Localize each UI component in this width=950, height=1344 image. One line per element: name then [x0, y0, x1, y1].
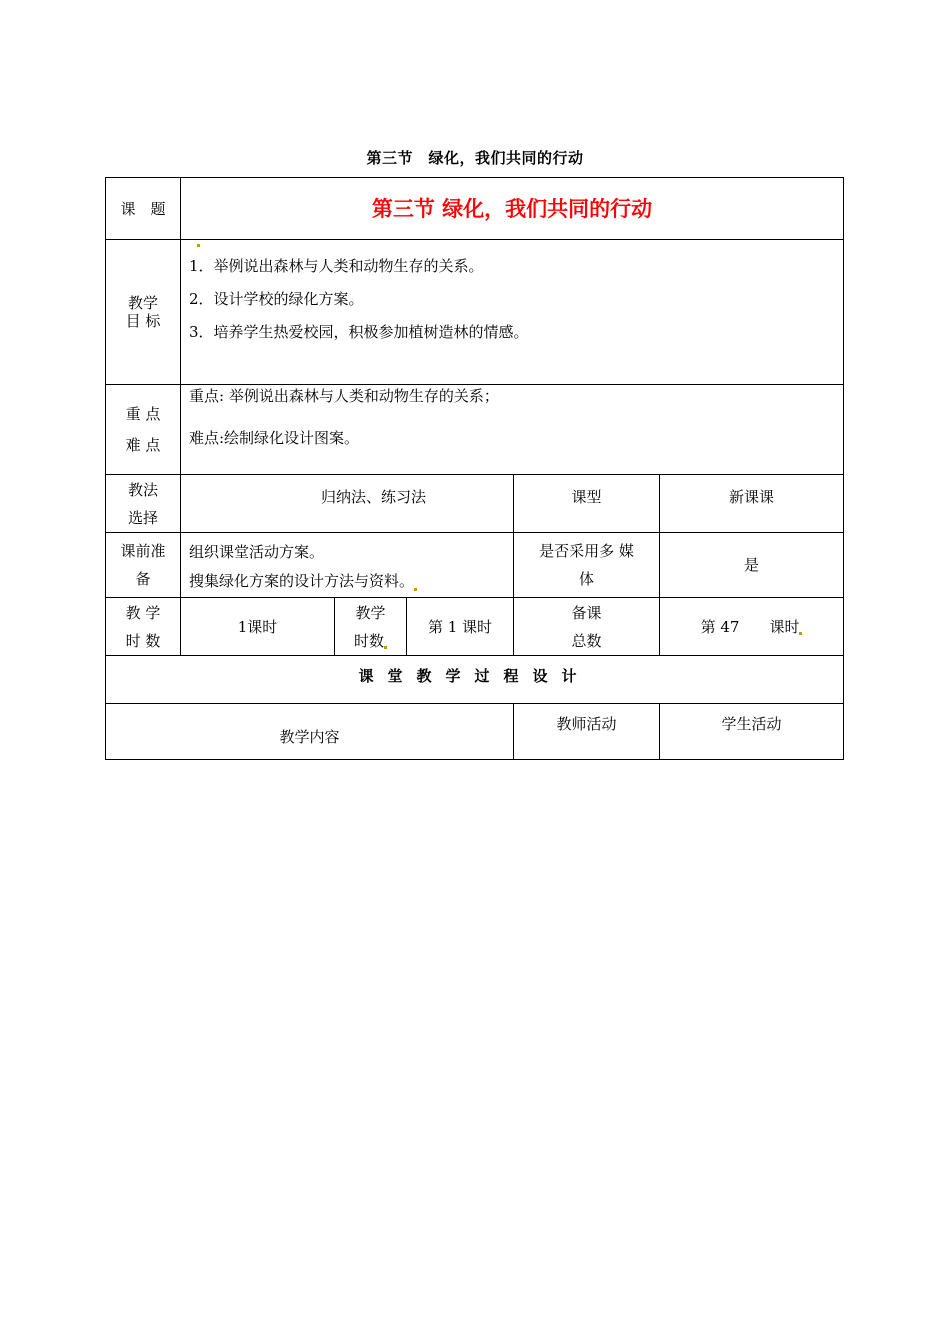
difficult-point: 难点:绘制绿化设计图案。	[189, 429, 360, 447]
multimedia-label	[514, 533, 660, 598]
preparation-label-line2: 备	[135, 570, 151, 588]
document-title: 第三节 绿化，我们共同的行动	[366, 149, 584, 167]
preparation-label	[106, 533, 181, 598]
total-value-text: 第 47 课时	[700, 617, 800, 636]
preparation-line-2-text: 搜集绿化方案的设计方法与资料。	[189, 572, 415, 590]
marker-dot	[197, 244, 200, 247]
method-value: 归纳法、练习法	[181, 475, 514, 533]
preparation-line-2	[189, 566, 513, 597]
preparation-content	[181, 533, 514, 598]
marker-dot	[384, 646, 387, 649]
lesson-type-value: 新课课	[660, 475, 844, 533]
goal-item-1: 1．举例说出森林与人类和动物生存的关系。	[189, 257, 484, 275]
process-heading-row	[106, 656, 844, 704]
hours-label-line1: 教 学	[125, 603, 161, 622]
topic-label: 课 题	[106, 178, 181, 240]
marker-dot	[799, 632, 802, 635]
total-label-line1: 备课	[571, 603, 602, 622]
multimedia-value: 是	[660, 533, 844, 598]
lesson-type-label: 课型	[514, 475, 660, 533]
method-label-line2: 选择	[127, 508, 158, 527]
hours-sub-label-line2	[335, 627, 406, 655]
key-points-label-line1: 重 点	[125, 404, 161, 423]
goals-label-line1: 教学	[127, 294, 158, 312]
key-points-label	[106, 385, 181, 475]
key-points-row	[106, 385, 844, 475]
process-columns-row	[106, 704, 844, 760]
topic-row	[106, 178, 844, 240]
topic-title: 第三节 绿化，我们共同的行动	[181, 178, 844, 240]
key-points-label-line2: 难 点	[125, 435, 161, 454]
goals-label-line2: 目 标	[125, 312, 161, 330]
lesson-plan-table	[105, 177, 844, 760]
multimedia-label-line2: 体	[578, 570, 594, 588]
goals-label	[106, 240, 181, 385]
col-teacher-activity: 教师活动	[514, 704, 660, 760]
col-student-activity: 学生活动	[660, 704, 844, 760]
preparation-line-1: 组织课堂活动方案。	[189, 543, 325, 561]
hours-label	[106, 598, 181, 656]
process-heading: 课堂教学过程设计	[106, 656, 844, 704]
goal-item-3: 3．培养学生热爱校园，积极参加植树造林的情感。	[189, 323, 529, 341]
hours-row	[106, 598, 844, 656]
goals-content	[181, 240, 844, 385]
preparation-row	[106, 533, 844, 598]
method-label	[106, 475, 181, 533]
goal-item-2: 2．设计学校的绿化方案。	[189, 290, 364, 308]
hours-sub-label-line2-text: 时数	[353, 631, 384, 650]
hours-sub-label-line1: 教学	[355, 603, 386, 622]
col-teaching-content: 教学内容	[106, 704, 514, 760]
key-point: 重点: 举例说出森林与人类和动物生存的关系；	[189, 387, 499, 405]
goals-row	[106, 240, 844, 385]
multimedia-label-line1: 是否采用多 媒	[539, 542, 634, 560]
total-label	[514, 598, 660, 656]
hours-label-line2: 时 数	[125, 631, 161, 650]
total-label-line2: 总数	[571, 631, 602, 650]
key-points-content	[181, 385, 844, 475]
marker-dot	[414, 588, 417, 591]
hours-sub-label	[335, 598, 407, 656]
total-value	[660, 598, 844, 656]
method-label-line1: 教法	[127, 480, 158, 499]
preparation-label-line1: 课前准	[120, 542, 166, 560]
current-hour: 第 1 课时	[407, 598, 514, 656]
method-row	[106, 475, 844, 533]
hours-value: 1课时	[181, 598, 335, 656]
